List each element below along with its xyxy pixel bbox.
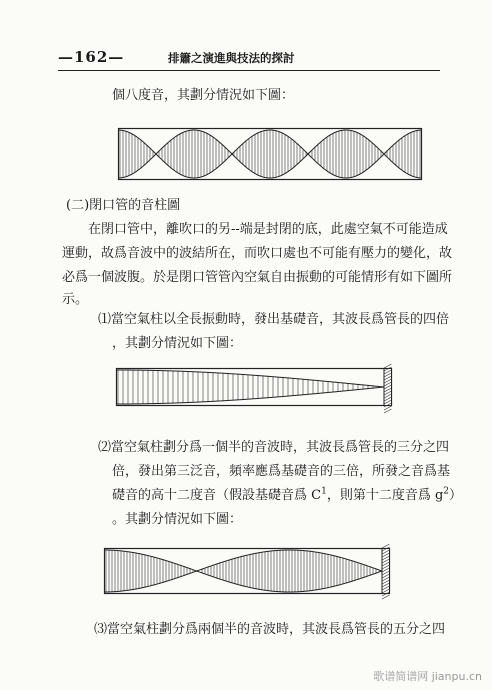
item-2-line-2: 倍，發出第三泛音，頻率應爲基礎音的三倍，所發之音爲基 (112, 464, 451, 479)
superscript-2: 2 (443, 486, 450, 497)
paragraph-line-4: 示。 (62, 292, 89, 307)
item-2-line-4: 。其劃分情況如下圖： (112, 512, 243, 527)
paragraph-line-3: 必爲一個波腹。於是閉口管管內空氣自由振動的可能情形有如下圖所 (62, 270, 453, 285)
item-2-line-3-text-c: ） (449, 488, 463, 503)
paragraph-line-2: 運動，故爲音波中的波結所在，而吹口處也不可能有壓力的變化，故 (62, 246, 453, 261)
superscript-1: 1 (321, 486, 327, 497)
item-2-line-1: ⑵當空氣柱劃分爲一個半的音波時，其波長爲管長的三分之四 (98, 440, 450, 455)
item-1-line-2: ，其劃分情況如下圖： (112, 336, 243, 351)
closed-pipe-third-partial-diagram (104, 548, 390, 594)
item-2-line-3 (112, 488, 462, 504)
closed-pipe-fundamental-diagram (116, 368, 392, 406)
watermark: 歌谱简谱网 jianpu.cn (373, 670, 482, 683)
page-number: —162— (58, 48, 125, 66)
section-heading: (二)閉口管的音柱圖 (66, 198, 181, 213)
running-header (58, 42, 440, 71)
running-title: 排簫之演進與技法的探討 (168, 51, 295, 65)
item-2-line-3-text-b: ，則第十二度音爲 g (326, 488, 444, 503)
item-3-line-1: ⑶當空氣柱劃分爲兩個半的音波時，其波長爲管長的五分之四 (94, 622, 446, 637)
octave-caption: 個八度音，其劃分情況如下圖： (112, 88, 295, 103)
paragraph-line-1: 在閉口管中，離吹口的另--端是封閉的底，此處空氣不可能造成 (88, 222, 448, 237)
item-1-line-1: ⑴當空氣柱以全長振動時，發出基礎音，其波長爲管長的四倍 (98, 312, 450, 327)
item-2-line-3-text-a: 礎音的高十二度音（假設基礎音爲 C (112, 488, 322, 503)
open-pipe-diagram (118, 128, 422, 180)
